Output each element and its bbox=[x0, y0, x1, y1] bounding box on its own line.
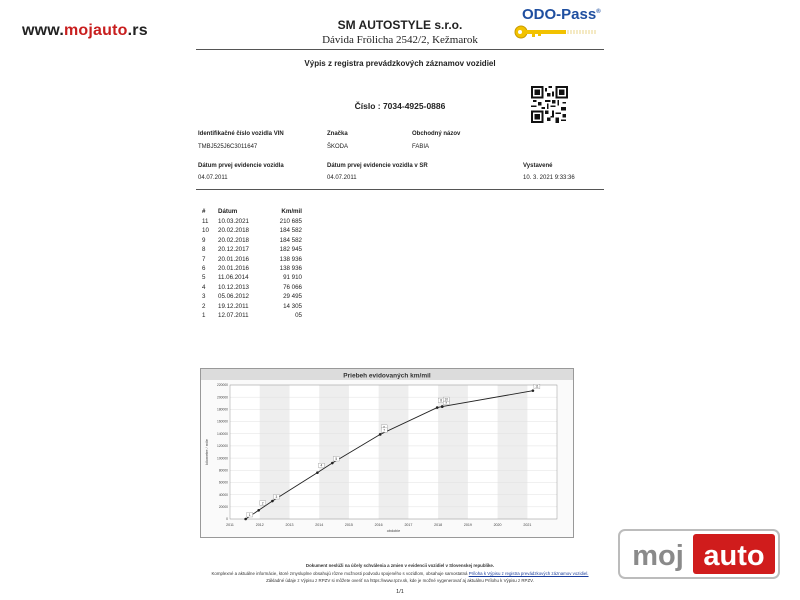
trade-name-label: Obchodný názov bbox=[412, 131, 461, 137]
data-point bbox=[379, 433, 382, 436]
table-row bbox=[202, 236, 306, 245]
data-label: 2 bbox=[261, 501, 264, 506]
document-title: Výpis z registra prevádzkových záznamov vozidiel bbox=[304, 59, 496, 68]
data-label: 7 bbox=[383, 428, 386, 433]
y-axis-label: kilometre / míle bbox=[205, 439, 209, 465]
website-watermark bbox=[22, 22, 148, 40]
data-label: 5 bbox=[335, 457, 338, 462]
footer-disclaimer: Dokument neslúži na účely schválenia a zmien v evidencii vozidiel v Slovenskej republike. bbox=[305, 563, 495, 568]
y-tick-label: 0 bbox=[226, 517, 228, 522]
row-date: 12.07.2011 bbox=[218, 312, 249, 320]
row-index: 9 bbox=[202, 236, 206, 244]
y-tick-label: 160000 bbox=[216, 419, 228, 424]
row-index: 3 bbox=[202, 293, 206, 301]
table-row bbox=[202, 302, 306, 311]
column-header-index: # bbox=[202, 208, 206, 215]
data-label: 1 bbox=[248, 512, 251, 517]
company-name: SM AUTOSTYLE s.r.o. bbox=[337, 18, 463, 32]
table-row bbox=[202, 311, 306, 320]
row-km: 210 685 bbox=[279, 218, 302, 225]
row-km: 76 066 bbox=[283, 283, 302, 291]
table-row bbox=[202, 226, 306, 235]
x-tick-label: 2011 bbox=[226, 523, 234, 527]
row-index: 2 bbox=[202, 302, 206, 310]
registered-mark: ® bbox=[596, 9, 601, 15]
row-km: 14 305 bbox=[283, 302, 302, 310]
key-icon bbox=[512, 24, 604, 40]
data-point bbox=[436, 406, 439, 409]
y-tick-label: 100000 bbox=[216, 456, 228, 461]
site-suffix: .rs bbox=[127, 22, 148, 39]
y-tick-label: 60000 bbox=[218, 480, 228, 485]
row-km: 184 582 bbox=[279, 227, 302, 235]
column-header-km: Km/mil bbox=[281, 208, 302, 215]
data-point bbox=[441, 405, 444, 408]
page-number: 1/1 bbox=[396, 589, 404, 595]
table-row bbox=[202, 283, 306, 292]
make-value: ŠKODA bbox=[327, 144, 349, 150]
data-label: 8 bbox=[440, 398, 443, 403]
row-km: 05 bbox=[295, 312, 302, 320]
grid-band bbox=[379, 385, 409, 519]
company-address: Dávida Frölicha 2542/2, Kežmarok bbox=[322, 34, 478, 46]
first-registration-value: 04.07.2011 bbox=[198, 175, 228, 181]
first-registration-sr-value: 04.07.2011 bbox=[327, 175, 357, 181]
company-header bbox=[260, 18, 540, 46]
grid-band bbox=[498, 385, 528, 519]
row-index: 6 bbox=[202, 265, 206, 273]
footer-verify: Základné údaje z Výpisu z RPZV si môžete overiť na https://www.rpzv.sk, kde je možné vygenerovať aj aktuálnu Prílohu k Výpisu z RPZV. bbox=[266, 578, 534, 583]
row-index: 1 bbox=[202, 312, 206, 320]
document-number: Číslo : 7034-4925-0886 bbox=[354, 101, 446, 111]
attachment-link[interactable]: Príloha k Výpisu z registra prevádzkových záznamov vozidiel. bbox=[468, 571, 589, 576]
row-index: 11 bbox=[202, 218, 209, 225]
x-tick-label: 2021 bbox=[523, 523, 532, 527]
row-index: 8 bbox=[202, 246, 206, 254]
row-km: 182 945 bbox=[279, 246, 302, 254]
row-date: 10.12.2013 bbox=[218, 283, 249, 291]
y-tick-label: 120000 bbox=[216, 444, 228, 449]
table-row bbox=[202, 217, 306, 226]
y-tick-label: 200000 bbox=[216, 395, 228, 400]
mojauto-logo bbox=[618, 529, 780, 579]
row-date: 19.12.2011 bbox=[218, 302, 249, 310]
row-km: 91 910 bbox=[283, 274, 302, 282]
grid-band bbox=[319, 385, 349, 519]
data-label: 9 bbox=[445, 400, 448, 405]
footer-info bbox=[180, 571, 620, 576]
x-tick-label: 2013 bbox=[285, 523, 294, 527]
x-tick-label: 2019 bbox=[463, 523, 472, 527]
data-point bbox=[244, 518, 247, 521]
data-label: 3 bbox=[275, 495, 278, 500]
qr-code bbox=[531, 86, 568, 123]
fields-divider bbox=[196, 189, 604, 190]
odo-pass-logo bbox=[512, 6, 604, 40]
x-tick-label: 2015 bbox=[344, 523, 353, 527]
table-header-row bbox=[202, 207, 306, 217]
table-row bbox=[202, 292, 306, 301]
table-row bbox=[202, 245, 306, 254]
vin-value: TMBJ525J6C3011647 bbox=[198, 144, 258, 150]
x-axis-label: obdobie bbox=[386, 529, 401, 533]
data-label: 6 bbox=[383, 425, 386, 430]
vin-label: Identifikačné číslo vozidla VIN bbox=[198, 131, 284, 137]
row-date: 05.06.2012 bbox=[218, 293, 249, 301]
data-label: 10 bbox=[444, 397, 448, 402]
row-km: 138 936 bbox=[279, 255, 302, 263]
x-tick-label: 2018 bbox=[434, 523, 443, 527]
logo-text-left: moj bbox=[632, 540, 684, 572]
table-row bbox=[202, 264, 306, 273]
data-point bbox=[331, 462, 334, 465]
column-header-date: Dátum bbox=[218, 208, 238, 215]
row-km: 184 582 bbox=[279, 236, 302, 244]
row-km: 138 936 bbox=[279, 265, 302, 273]
x-tick-label: 2012 bbox=[255, 523, 264, 527]
y-tick-label: 40000 bbox=[218, 492, 228, 497]
row-date: 20.02.2018 bbox=[218, 236, 249, 244]
y-tick-label: 80000 bbox=[218, 468, 228, 473]
odo-pass-title: ODO-Pass bbox=[522, 6, 597, 23]
issued-label: Vystavené bbox=[523, 163, 553, 169]
row-index: 5 bbox=[202, 274, 206, 282]
data-label: 11 bbox=[535, 384, 539, 389]
x-tick-label: 2016 bbox=[374, 523, 383, 527]
chart-title: Priebeh evidovaných km/mil bbox=[343, 372, 431, 380]
data-point bbox=[257, 509, 260, 512]
mileage-chart bbox=[200, 368, 574, 538]
table-row bbox=[202, 273, 306, 282]
logo-text-right: auto bbox=[703, 540, 765, 572]
row-index: 10 bbox=[202, 227, 209, 235]
row-index: 4 bbox=[202, 283, 206, 291]
header-divider bbox=[196, 49, 604, 50]
row-index: 7 bbox=[202, 255, 206, 263]
row-date: 10.03.2021 bbox=[218, 218, 249, 225]
issued-value: 10. 3. 2021 9:33:36 bbox=[523, 175, 575, 181]
row-km: 29 495 bbox=[283, 293, 302, 301]
data-label: 4 bbox=[320, 463, 323, 468]
row-date: 20.01.2016 bbox=[218, 255, 249, 263]
footer-info-text: Komplexné a aktuálne informácie, ktoré zmysluplne obsahujú rôzne možnosti podvodu spojeného s vozidlom, obsahuje samostatná bbox=[211, 571, 469, 576]
x-tick-label: 2020 bbox=[493, 523, 502, 527]
data-point bbox=[316, 471, 319, 474]
first-registration-label: Dátum prvej evidencie vozidla bbox=[198, 163, 284, 169]
row-date: 20.01.2016 bbox=[218, 265, 249, 273]
odometer-table bbox=[202, 207, 306, 320]
y-tick-label: 220000 bbox=[216, 383, 228, 388]
row-date: 20.12.2017 bbox=[218, 246, 249, 254]
y-tick-label: 20000 bbox=[218, 505, 228, 510]
y-tick-label: 140000 bbox=[216, 431, 228, 436]
x-tick-label: 2017 bbox=[404, 523, 413, 527]
y-tick-label: 180000 bbox=[216, 407, 228, 412]
row-date: 11.06.2014 bbox=[218, 274, 249, 282]
trade-name-value: FABIA bbox=[412, 144, 430, 150]
first-registration-sr-label: Dátum prvej evidencie vozidla v SR bbox=[327, 163, 428, 169]
make-label: Značka bbox=[327, 131, 348, 137]
site-brand: mojauto bbox=[64, 22, 128, 39]
site-prefix: www. bbox=[22, 22, 64, 39]
table-row bbox=[202, 255, 306, 264]
data-point bbox=[271, 500, 274, 503]
data-point bbox=[532, 389, 535, 392]
row-date: 20.02.2018 bbox=[218, 227, 249, 235]
x-tick-label: 2014 bbox=[315, 523, 324, 527]
